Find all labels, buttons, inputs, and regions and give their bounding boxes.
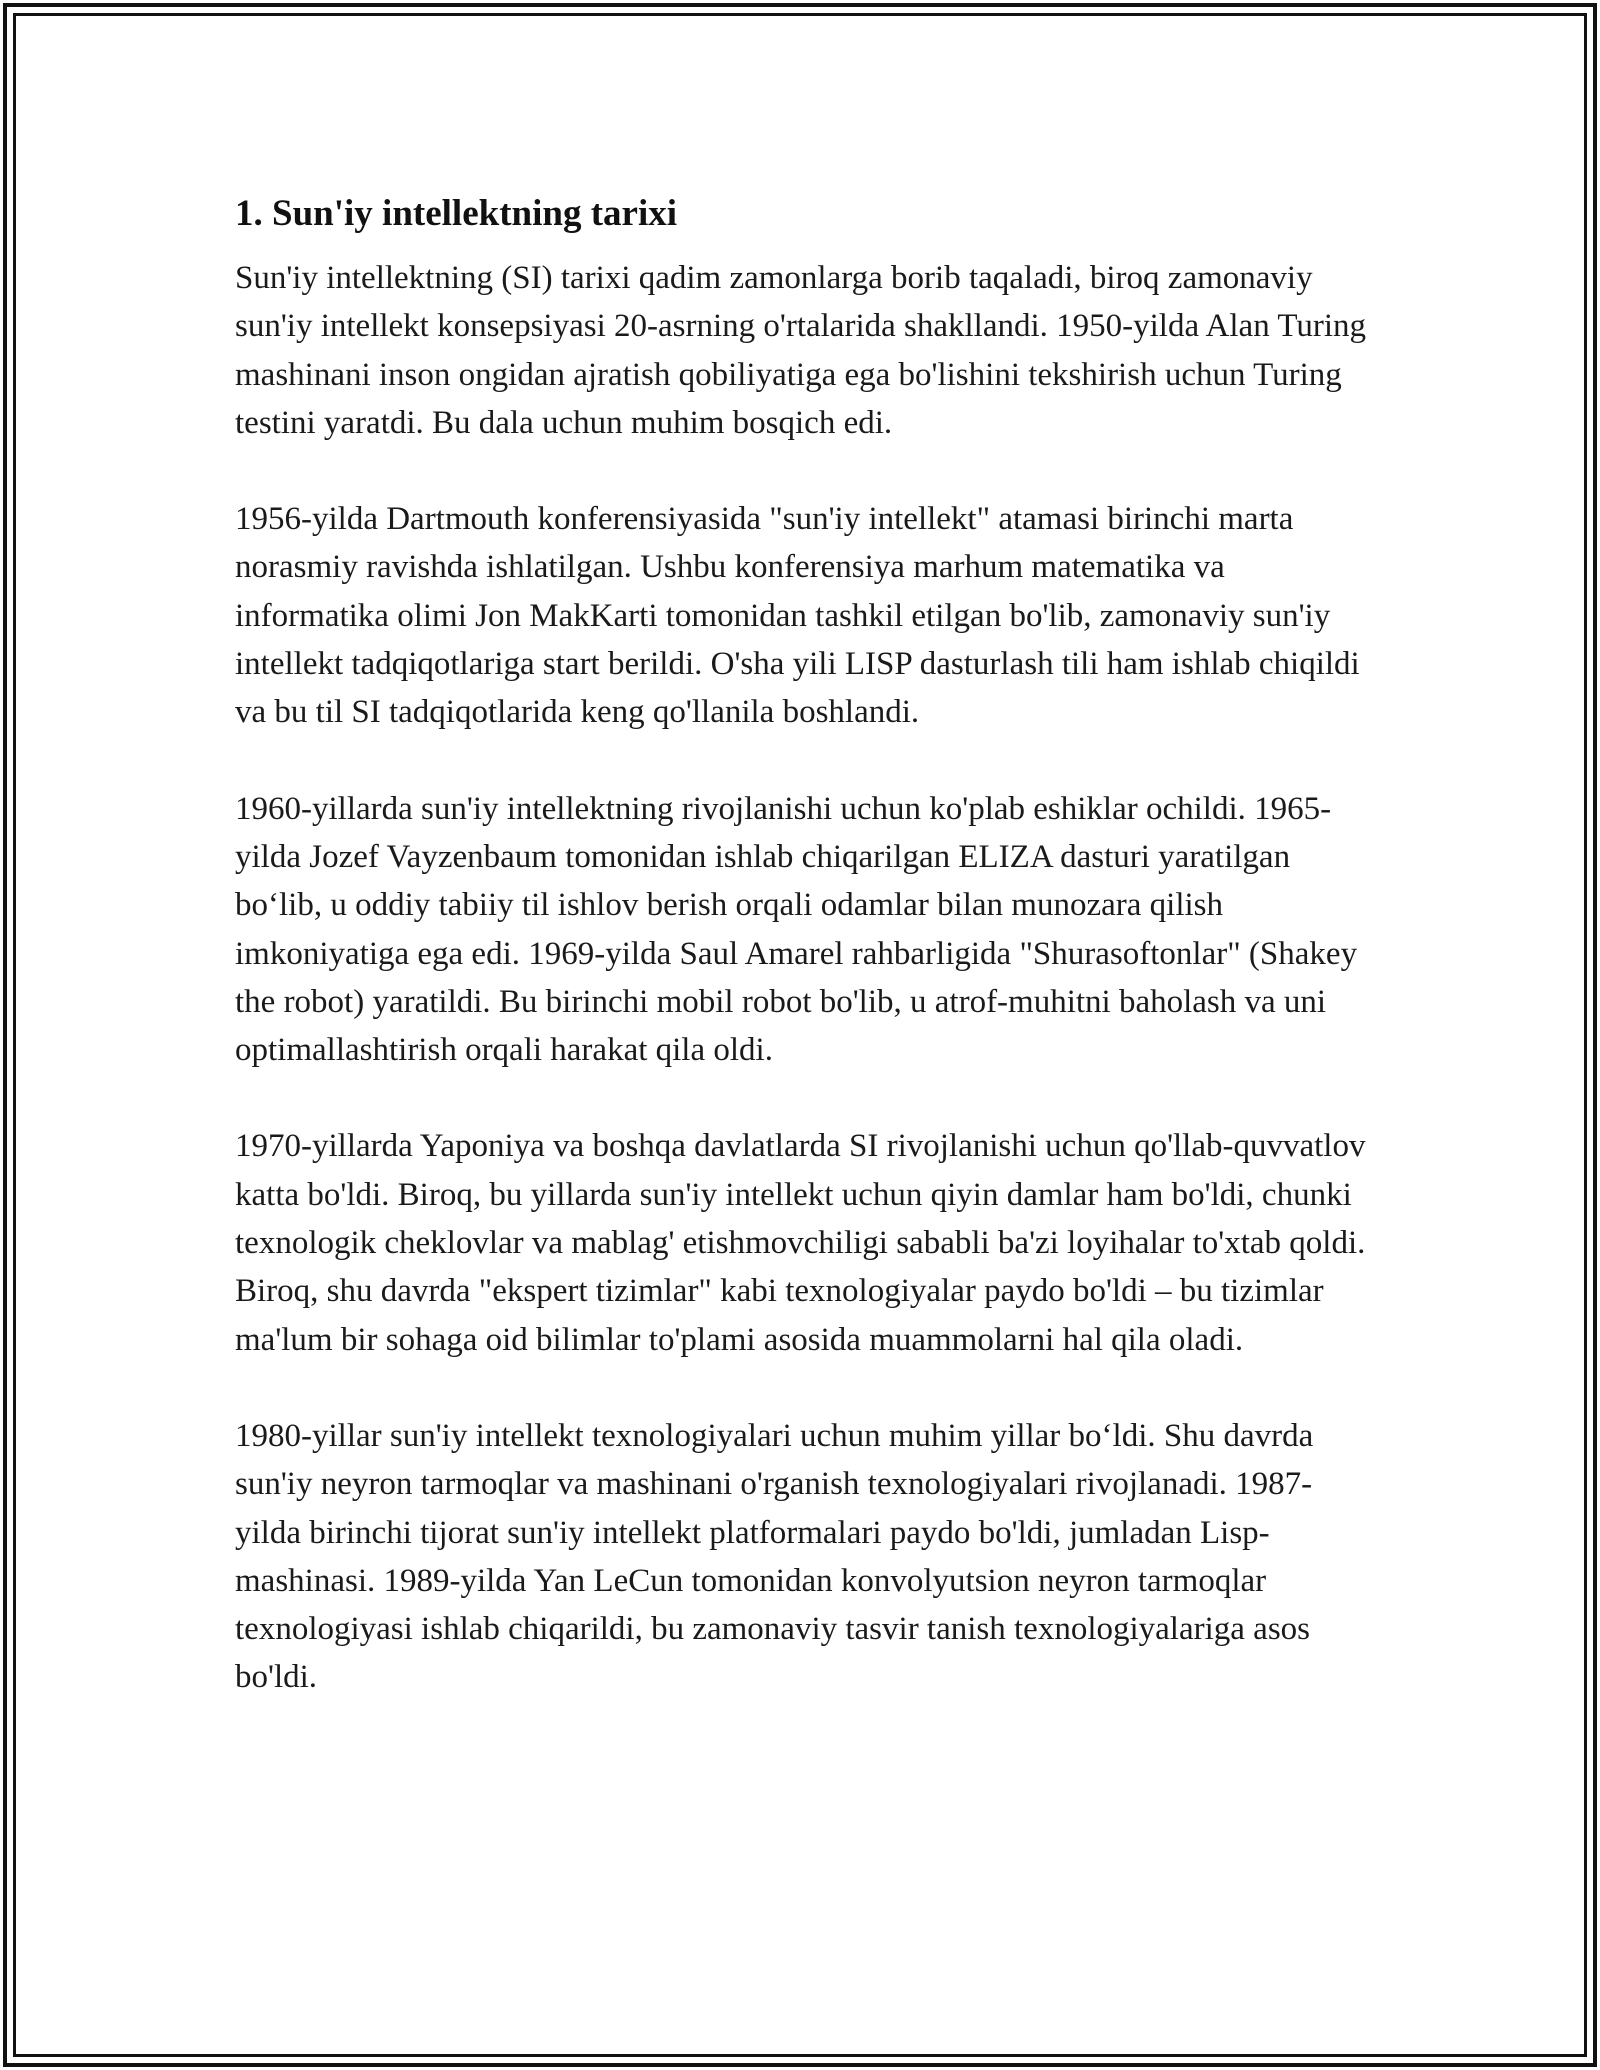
paragraph-1980s: 1980-yillar sun'iy intellekt texnologiyalari uchun muhim yillar bo‘ldi. Shu davrda sun'iy neyron tarmoqlar va mashinani o'rganish texnologiyalari rivojlanadi. 1987-yilda birinchi tijorat sun'iy intellekt platformalari paydo bo'ldi, jumladan Lisp-mashinasi. 1989-yilda Yan LeCun tomonidan konvolyutsion neyron tarmoqlar texnologiyasi ishlab chiqarildi, bu zamonaviy tasvir tanish texnologiyalariga asos bo'ldi. [235, 1417, 1314, 1696]
paragraph-1960s: 1960-yillarda sun'iy intellektning rivojlanishi uchun ko'plab eshiklar ochildi. 1965-yilda Jozef Vayzenbaum tomonidan ishlab chiqarilgan ELIZA dasturi yaratilgan bo‘lib, u oddiy tabiiy til ishlov berish orqali odamlar bilan munozara qilish imkoniyatiga ega edi. 1969-yilda Saul Amarel rahbarligida "Shurasoftonlar" (Shakey the robot) yaratildi. Bu birinchi mobil robot bo'lib, u atrof-muhitni baholash va uni optimallashtirish orqali harakat qila oldi. [235, 790, 1358, 1069]
paragraph-dartmouth: 1956-yilda Dartmouth konferensiyasida "sun'iy intellekt" atamasi birinchi marta norasmiy ravishda ishlatilgan. Ushbu konferensiya marhum matematika va informatika olimi Jon MakKarti tomonidan tashkil etilgan bo'lib, zamonaviy sun'iy intellekt tadqiqotlariga start berildi. O'sha yili LISP dasturlash tili ham ishlab chiqildi va bu til SI tadqiqotlarida keng qo'llanila boshlandi. [235, 501, 1360, 731]
paragraph-1970s: 1970-yillarda Yaponiya va boshqa davlatlarda SI rivojlanishi uchun qo'llab-quvvatlov katta bo'ldi. Biroq, bu yillarda sun'iy intellekt uchun qiyin damlar ham bo'ldi, chunki texnologik cheklovlar va mablag' etishmovchiligi sababli ba'zi loyihalar to'xtab qoldi. Biroq, shu davrda "ekspert tizimlar" kabi texnologiyalar paydo bo'ldi – bu tizimlar ma'lum bir sohaga oid bilimlar to'plami asosida muammolarni hal qila oladi. [235, 1128, 1366, 1358]
section-heading: 1. Sun'iy intellektning tarixi [235, 193, 678, 234]
document-body [235, 182, 1375, 1750]
paragraph-turing: Sun'iy intellektning (SI) tarixi qadim zamonlarga borib taqaladi, biroq zamonaviy sun'iy intellekt konsepsiyasi 20-asrning o'rtalarida shakllandi. 1950-yilda Alan Turing mashinani inson ongidan ajratish qobiliyatiga ega bo'lishini tekshirish uchun Turing testini yaratdi. Bu dala uchun muhim bosqich edi. [235, 260, 1367, 441]
